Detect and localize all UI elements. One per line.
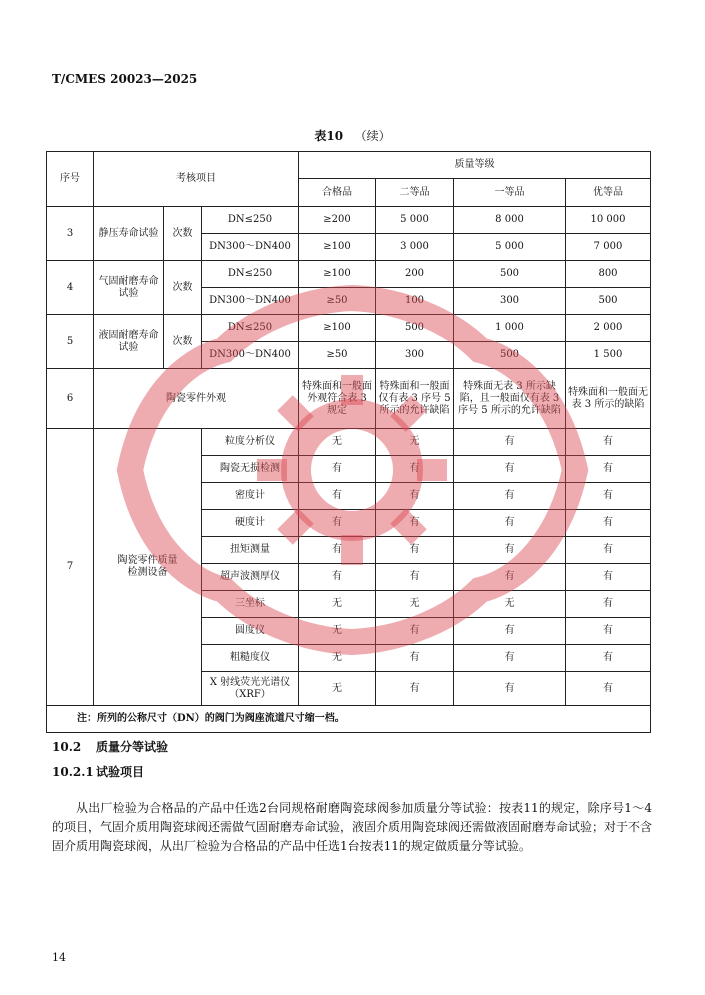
- table-cell: 有: [566, 510, 651, 537]
- table-cell: 500: [454, 342, 566, 369]
- table-cell: 有: [376, 564, 454, 591]
- row-spec: DN300～DN400: [202, 342, 299, 369]
- table-cell: ≥50: [299, 288, 376, 315]
- table-cell: 500: [376, 315, 454, 342]
- table-cell: 有: [299, 564, 376, 591]
- row-item-name: 静压寿命试验: [94, 207, 164, 261]
- table-caption: [0, 127, 705, 144]
- table-cell: 有: [566, 591, 651, 618]
- header-item: 考核项目: [94, 152, 299, 207]
- table-cell: 300: [376, 342, 454, 369]
- header-seq: 序号: [47, 152, 94, 207]
- table-cell: 有: [566, 537, 651, 564]
- equipment-name: 密度计: [202, 483, 299, 510]
- table-cell: 有: [566, 645, 651, 672]
- table-cell: 特殊面和一般面无表 3 所示的缺陷: [566, 369, 651, 429]
- table-row: [47, 207, 651, 234]
- table-cell: 有: [454, 645, 566, 672]
- table-cell: 特殊面和一般面外观符合表 3 规定: [299, 369, 376, 429]
- header-grade: 质量等级: [299, 152, 651, 179]
- table-cell: 1 500: [566, 342, 651, 369]
- body-paragraph: 从出厂检验为合格品的产品中任选2台同规格耐磨陶瓷球阀参加质量分等试验：按表11的规定，除序号1～4的项目，气固介质用陶瓷球阀还需做气固耐磨寿命试验，液固介质用陶瓷球阀还需做液固耐磨寿命试验；对于不含固介质用陶瓷球阀，从出厂检验为合格品的产品中任选1台按表11的规定做质量分等试验。: [52, 801, 653, 853]
- row-seq: 7: [47, 429, 94, 706]
- table-cell: 7 000: [566, 234, 651, 261]
- row-spec: DN≤250: [202, 315, 299, 342]
- section-number: 10.2: [52, 740, 82, 754]
- equipment-name: 粒度分析仪: [202, 429, 299, 456]
- equipment-name: 超声波测厚仪: [202, 564, 299, 591]
- table-cell: ≥100: [299, 261, 376, 288]
- table-cell: 无: [376, 429, 454, 456]
- equipment-name: 圆度仪: [202, 618, 299, 645]
- table-cell: 10 000: [566, 207, 651, 234]
- row-item-name: 气固耐磨寿命试验: [94, 261, 164, 315]
- table-row: [47, 315, 651, 342]
- table-cell: 有: [376, 645, 454, 672]
- table-cell: 有: [566, 483, 651, 510]
- table-caption-continued: （续）: [354, 129, 391, 143]
- section-heading: [52, 738, 168, 755]
- grade-first: 一等品: [454, 179, 566, 207]
- table-cell: 有: [566, 618, 651, 645]
- table-cell: 有: [454, 456, 566, 483]
- table-cell: 有: [566, 456, 651, 483]
- row-item-name: 液固耐磨寿命试验: [94, 315, 164, 369]
- table-cell: ≥50: [299, 342, 376, 369]
- equipment-name: 扭矩测量: [202, 537, 299, 564]
- table-cell: 有: [376, 672, 454, 706]
- table-note: 注：所列的公称尺寸（DN）的阀门为阀座流道尺寸缩一档。: [47, 706, 651, 733]
- table-cell: ≥200: [299, 207, 376, 234]
- table-cell: 无: [299, 645, 376, 672]
- table-cell: 300: [454, 288, 566, 315]
- table-cell: 有: [454, 564, 566, 591]
- row-seq: 3: [47, 207, 94, 261]
- table-cell: 有: [454, 429, 566, 456]
- table-cell: 2 000: [566, 315, 651, 342]
- table-cell: 无: [299, 618, 376, 645]
- table-cell: 200: [376, 261, 454, 288]
- table-cell: 无: [299, 429, 376, 456]
- table-cell: 有: [566, 429, 651, 456]
- row-spec: DN≤250: [202, 207, 299, 234]
- table-row: [47, 261, 651, 288]
- grade-second: 二等品: [376, 179, 454, 207]
- table-caption-label: 表10: [314, 129, 344, 143]
- table-note-row: [47, 706, 651, 733]
- table-cell: 有: [376, 483, 454, 510]
- table-cell: 500: [454, 261, 566, 288]
- row-unit: 次数: [164, 315, 202, 369]
- row-item-name: 陶瓷零件质量检测设备: [94, 429, 202, 706]
- table-cell: 有: [299, 537, 376, 564]
- table-cell: 有: [376, 618, 454, 645]
- page-number: 14: [52, 951, 66, 964]
- equipment-name: 粗糙度仪: [202, 645, 299, 672]
- table-cell: 无: [299, 672, 376, 706]
- table-cell: 800: [566, 261, 651, 288]
- table-cell: 有: [376, 510, 454, 537]
- table-cell: 有: [454, 537, 566, 564]
- table-cell: 有: [376, 537, 454, 564]
- table-cell: 无: [454, 591, 566, 618]
- table-cell: 有: [566, 564, 651, 591]
- equipment-name: 三坐标: [202, 591, 299, 618]
- quality-grade-table: [46, 151, 651, 733]
- table-cell: 3 000: [376, 234, 454, 261]
- row-item-name: 陶瓷零件外观: [94, 369, 299, 429]
- table-cell: 5 000: [376, 207, 454, 234]
- table-cell: 有: [566, 672, 651, 706]
- row-unit: 次数: [164, 261, 202, 315]
- table-row: [47, 369, 651, 429]
- table-cell: 特殊面无表 3 所示缺陷，且一般面仅有表 3 序号 5 所示的允许缺陷: [454, 369, 566, 429]
- table-cell: 无: [376, 591, 454, 618]
- grade-qualified: 合格品: [299, 179, 376, 207]
- row-spec: DN300～DN400: [202, 288, 299, 315]
- equipment-name: 陶瓷无损检测: [202, 456, 299, 483]
- table-cell: ≥100: [299, 315, 376, 342]
- header-row: [47, 152, 651, 179]
- table-cell: 有: [376, 456, 454, 483]
- section-number: 10.2.1: [52, 765, 94, 779]
- grade-superior: 优等品: [566, 179, 651, 207]
- table-cell: 8 000: [454, 207, 566, 234]
- row-seq: 4: [47, 261, 94, 315]
- subsection-heading: [52, 763, 144, 780]
- row-spec: DN300～DN400: [202, 234, 299, 261]
- row-unit: 次数: [164, 207, 202, 261]
- table-cell: 5 000: [454, 234, 566, 261]
- equipment-name: X 射线荧光光谱仪（XRF）: [202, 672, 299, 706]
- table-cell: 有: [299, 456, 376, 483]
- table-cell: 有: [299, 483, 376, 510]
- table-cell: 有: [454, 510, 566, 537]
- table-row: [47, 429, 651, 456]
- table-cell: 有: [454, 618, 566, 645]
- table-cell: 500: [566, 288, 651, 315]
- section-title: 试验项目: [96, 765, 145, 779]
- row-seq: 5: [47, 315, 94, 369]
- table-cell: ≥100: [299, 234, 376, 261]
- equipment-name: 硬度计: [202, 510, 299, 537]
- document-id: T/CMES 20023—2025: [52, 72, 198, 86]
- table-cell: 特殊面和一般面仅有表 3 序号 5 所示的允许缺陷: [376, 369, 454, 429]
- table-cell: 1 000: [454, 315, 566, 342]
- table-cell: 有: [454, 483, 566, 510]
- row-seq: 6: [47, 369, 94, 429]
- table-cell: 无: [299, 591, 376, 618]
- row-spec: DN≤250: [202, 261, 299, 288]
- table-cell: 有: [454, 672, 566, 706]
- section-title: 质量分等试验: [96, 740, 169, 754]
- table-cell: 100: [376, 288, 454, 315]
- table-cell: 有: [299, 510, 376, 537]
